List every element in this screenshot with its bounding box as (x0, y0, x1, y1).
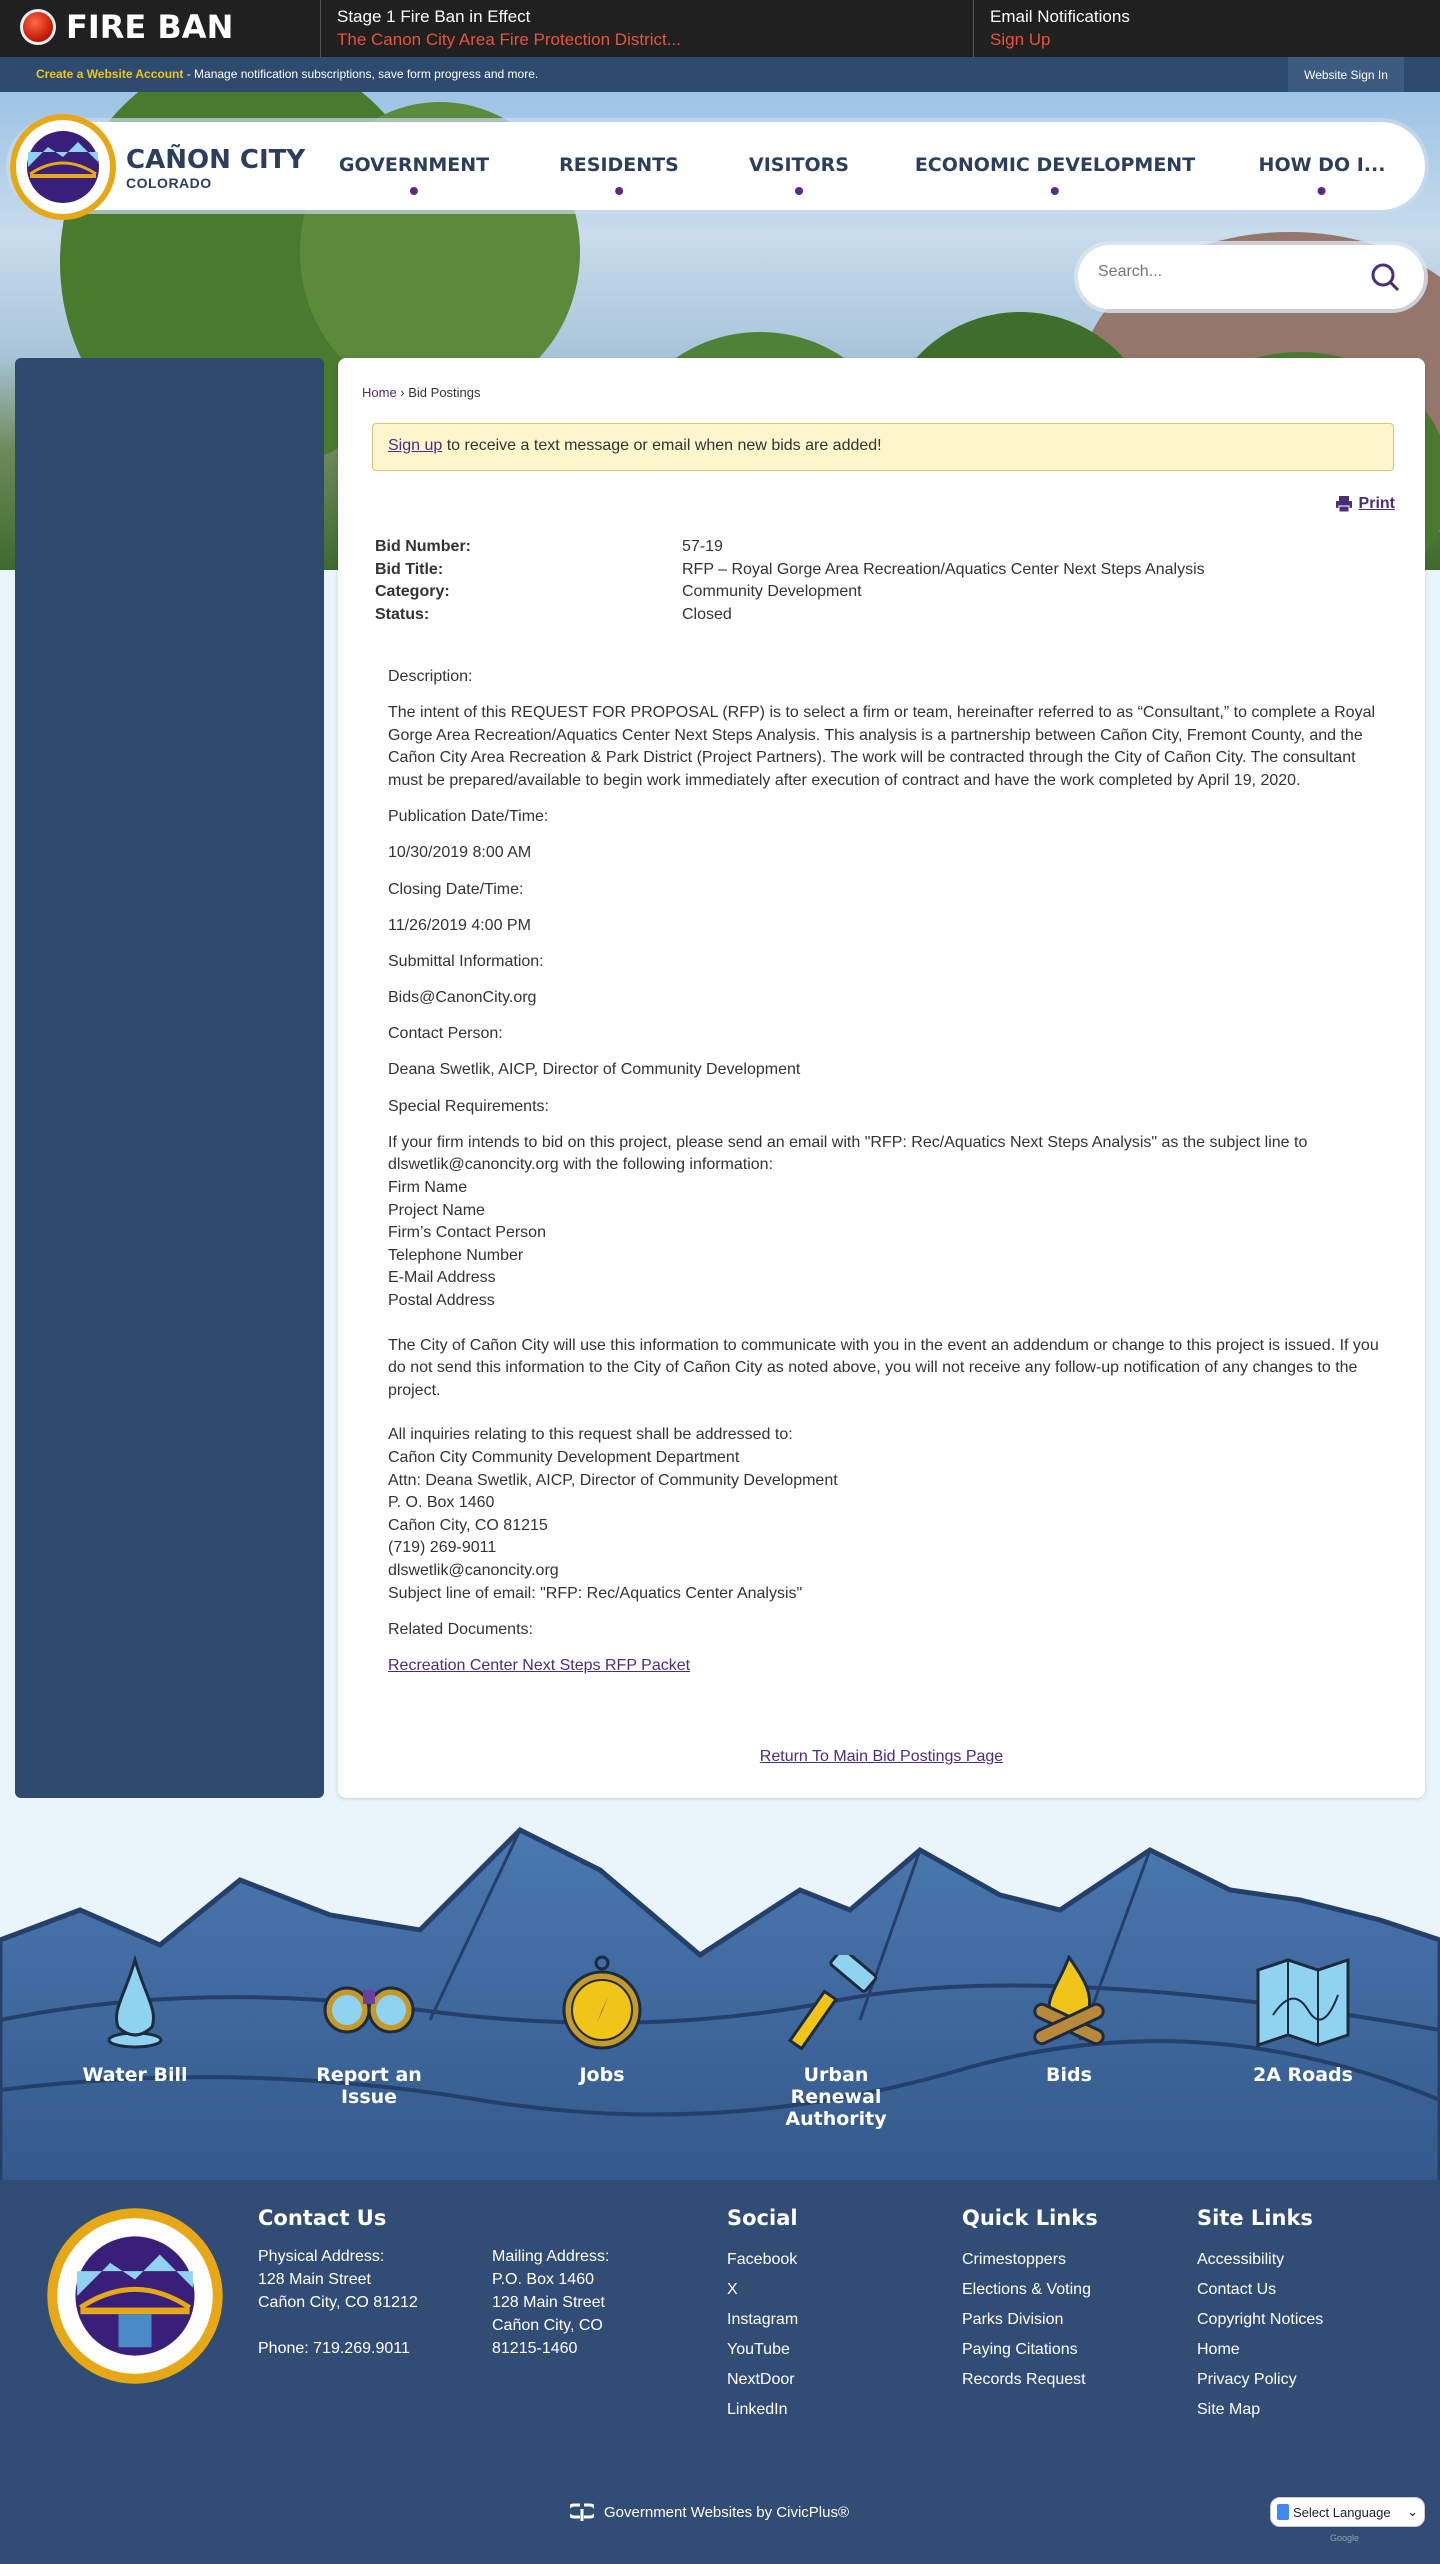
inquiry-line: P. O. Box 1460 (388, 1494, 495, 1512)
chevron-down-icon: ⌄ (1407, 2504, 1418, 2519)
inquiry-line: Cañon City Community Development Department (388, 1448, 740, 1466)
special-item: Firm’s Contact Person (388, 1224, 546, 1242)
brand[interactable] (126, 145, 305, 191)
quick-link[interactable]: Parks Division (962, 2311, 1064, 2328)
quick-link-label: Jobs (579, 2064, 625, 2086)
print-button[interactable] (1335, 495, 1395, 513)
print-label: Print (1358, 495, 1395, 512)
footer-quick-heading: Quick Links (962, 2206, 1098, 2230)
inquiry-line: Attn: Deana Swetlik, AICP, Director of Community Development (388, 1471, 838, 1489)
inquiry-line: (719) 269-9011 (388, 1539, 497, 1557)
email-notifications (973, 0, 1440, 57)
social-link-youtube[interactable]: YouTube (727, 2341, 790, 2358)
physical-address (258, 2245, 418, 2360)
search-input[interactable] (1098, 263, 1348, 281)
special-item: E-Mail Address (388, 1269, 496, 1287)
site-links (1197, 2245, 1323, 2425)
google-translate-icon (1277, 2504, 1289, 2520)
quick-link-label: Bids (1046, 2064, 1092, 2086)
meta-value: 57-19 (682, 538, 723, 555)
bid-number-row (375, 536, 1205, 559)
fire-ban-badge[interactable] (20, 8, 233, 46)
city-logo[interactable] (8, 112, 118, 222)
contact-label: Contact Person: (388, 1025, 503, 1043)
meta-label: Bid Number: (375, 538, 471, 555)
search-icon[interactable] (1370, 262, 1400, 292)
printer-icon (1335, 495, 1353, 513)
social-link-x[interactable]: X (727, 2281, 738, 2298)
fire-alert-icon (20, 9, 56, 45)
campfire-icon (1024, 1955, 1114, 2050)
submittal-value: Bids@CanonCity.org (388, 989, 537, 1007)
description-text: The intent of this REQUEST FOR PROPOSAL (RFP) is to select a firm or team, hereinafter referred to as “Consultant,” to complete a Royal Gorge Area Recreation/Aquatics Center Next Steps Analysis. This analysis is a partnership between Cañon City, Fremont County, and the Cañon City Area Recreation & Park District (Project Partners). The work will be contracted through the City of Cañon City. The consultant must be prepared/available to begin work immediately after execution of contract and have the work completed by April 19, 2020. (388, 704, 1376, 789)
nav-how-do-i[interactable]: HOW DO I... (1259, 154, 1386, 195)
social-link-linkedin[interactable]: LinkedIn (727, 2401, 788, 2418)
closing-label: Closing Date/Time: (388, 880, 524, 898)
site-link[interactable]: Home (1197, 2341, 1240, 2358)
civicplus-credit[interactable] (570, 2503, 849, 2521)
language-label: Select Language (1293, 2504, 1391, 2520)
inquiry-line: dlswetlik@canoncity.org (388, 1561, 559, 1579)
breadcrumb-separator: › (396, 385, 409, 400)
inquiry-line: Cañon City, CO 81215 (388, 1516, 548, 1534)
quick-link-jobs[interactable] (522, 1955, 682, 2086)
fire-ban-alert (320, 0, 973, 57)
footer-social-heading: Social (727, 2206, 798, 2230)
description-label: Description: (388, 668, 473, 685)
fire-ban-label: FIRE BAN (66, 8, 234, 46)
civicplus-logo-icon (570, 2503, 594, 2521)
city-seal (44, 2205, 226, 2387)
nav-visitors[interactable]: VISITORS (749, 154, 849, 195)
social-links (727, 2245, 798, 2425)
site-link[interactable]: Contact Us (1197, 2281, 1277, 2298)
civicplus-label: Government Websites by CivicPlus® (604, 2503, 850, 2521)
bid-status-row (375, 604, 1205, 627)
bid-title-row (375, 559, 1205, 582)
quick-link[interactable]: Paying Citations (962, 2341, 1078, 2358)
quick-links (962, 2245, 1091, 2395)
special-item: Project Name (388, 1201, 485, 1219)
quick-link-label: Report an Issue (316, 2064, 422, 2108)
water-drop-icon (90, 1955, 180, 2050)
meta-label: Bid Title: (375, 560, 444, 578)
sidebar (15, 358, 324, 1798)
email-signup-link[interactable]: Sign Up (990, 30, 1051, 49)
binoculars-icon (319, 1955, 419, 2050)
hammer-icon (786, 1955, 886, 2050)
special-item: Firm Name (388, 1179, 468, 1197)
google-attribution: Google (1330, 2533, 1360, 2543)
quick-link-2a-roads[interactable] (1223, 1955, 1383, 2086)
address-line: Cañon City, CO 81212 (258, 2294, 418, 2311)
site-link[interactable]: Site Map (1197, 2401, 1261, 2418)
language-select[interactable] (1270, 2497, 1425, 2527)
map-icon (1253, 1955, 1353, 2050)
meta-label: Status: (375, 605, 430, 623)
quick-link-report-issue[interactable] (289, 1955, 449, 2108)
account-bar (0, 57, 1440, 92)
signup-notice (372, 423, 1394, 471)
related-document-link[interactable]: Recreation Center Next Steps RFP Packet (388, 1656, 691, 1674)
fire-ban-bar (0, 0, 1440, 57)
notice-signup-link[interactable]: Sign up (388, 437, 443, 454)
brand-name: CAÑON CITY (126, 145, 306, 175)
closing-value: 11/26/2019 4:00 PM (388, 916, 531, 934)
social-link-instagram[interactable]: Instagram (727, 2311, 799, 2328)
bid-detail-card (338, 358, 1425, 1798)
account-message: - Manage notification subscriptions, save form progress and more. (183, 67, 539, 81)
brand-state: COLORADO (126, 175, 212, 191)
address-line: 128 Main Street (492, 2294, 605, 2311)
publication-value: 10/30/2019 8:00 AM (388, 844, 532, 862)
address-line: Physical Address: (258, 2248, 385, 2265)
social-link-facebook[interactable]: Facebook (727, 2251, 798, 2268)
publication-label: Publication Date/Time: (388, 808, 549, 826)
site-link[interactable]: Privacy Policy (1197, 2371, 1297, 2388)
site-link[interactable]: Accessibility (1197, 2251, 1285, 2268)
compass-icon (557, 1955, 647, 2050)
related-label: Related Documents: (388, 1620, 533, 1638)
bid-category-row (375, 581, 1205, 604)
quick-link-label: Water Bill (82, 2064, 188, 2086)
address-line: P.O. Box 1460 (492, 2271, 594, 2288)
nav-economic-development[interactable]: ECONOMIC DEVELOPMENT (915, 154, 1195, 195)
mailing-address (492, 2245, 609, 2360)
alert-title: Stage 1 Fire Ban in Effect (337, 7, 531, 26)
search-box (1078, 245, 1424, 309)
quick-link-label: Urban Renewal Authority (785, 2064, 887, 2130)
return-link[interactable]: Return To Main Bid Postings Page (759, 1748, 1004, 1765)
special-label: Special Requirements: (388, 1097, 549, 1115)
nav-government[interactable]: GOVERNMENT (339, 154, 489, 195)
quick-link-bids[interactable] (989, 1955, 1149, 2086)
submittal-label: Submittal Information: (388, 952, 544, 970)
breadcrumb (362, 385, 481, 400)
social-link-nextdoor[interactable]: NextDoor (727, 2371, 795, 2388)
email-title: Email Notifications (990, 7, 1130, 26)
meta-value: Community Development (682, 583, 862, 600)
special-item: Postal Address (388, 1292, 495, 1309)
address-line: Cañon City, CO (492, 2317, 603, 2334)
special-intro: If your firm intends to bid on this project, please send an email with "RFP: Rec/Aquatics Next Steps Analysis" as the subject line to dlswetlik@canoncity.org with the following information: (388, 1133, 1308, 1174)
create-account-link[interactable]: Create a Website Account (36, 67, 184, 81)
quick-link-water-bill[interactable] (55, 1955, 215, 2086)
breadcrumb-home[interactable]: Home (362, 385, 397, 400)
breadcrumb-current: Bid Postings (408, 385, 481, 400)
meta-value: RFP – Royal Gorge Area Recreation/Aquatics Center Next Steps Analysis (682, 560, 1205, 578)
inquiry-line: Subject line of email: "RFP: Rec/Aquatics Center Analysis" (388, 1584, 803, 1602)
meta-label: Category: (375, 583, 450, 600)
phone-number[interactable]: Phone: 719.269.9011 (258, 2340, 410, 2357)
footer-contact-heading: Contact Us (258, 2206, 387, 2230)
alert-link[interactable]: The Canon City Area Fire Protection District... (337, 30, 681, 49)
footer-site-heading: Site Links (1197, 2206, 1313, 2230)
bid-description (388, 666, 1388, 1691)
site-link[interactable]: Copyright Notices (1197, 2311, 1324, 2328)
address-line: 81215-1460 (492, 2340, 578, 2357)
address-line: 128 Main Street (258, 2271, 371, 2288)
inquiry-line: All inquiries relating to this request shall be addressed to: (388, 1426, 793, 1444)
website-sign-in-button[interactable]: Website Sign In (1288, 57, 1404, 92)
notice-text: to receive a text message or email when new bids are added! (442, 437, 882, 454)
special-item: Telephone Number (388, 1246, 524, 1264)
quick-link[interactable]: Elections & Voting (962, 2281, 1091, 2298)
meta-value: Closed (682, 605, 732, 623)
quick-link-label: 2A Roads (1253, 2064, 1353, 2086)
quick-link-urban-renewal[interactable] (756, 1955, 916, 2130)
bid-meta (375, 536, 1205, 626)
nav-residents[interactable]: RESIDENTS (559, 154, 679, 195)
contact-value: Deana Swetlik, AICP, Director of Community Development (388, 1061, 801, 1079)
quick-link[interactable]: Records Request (962, 2371, 1086, 2388)
quick-link[interactable]: Crimestoppers (962, 2251, 1067, 2268)
address-line: Mailing Address: (492, 2248, 610, 2265)
use-info: The City of Cañon City will use this information to communicate with you in the event an addendum or change to this project is issued. If you do not send this information to the City of Cañon City as noted above, you will not receive any follow-up notification of any changes to the project. (388, 1336, 1379, 1399)
